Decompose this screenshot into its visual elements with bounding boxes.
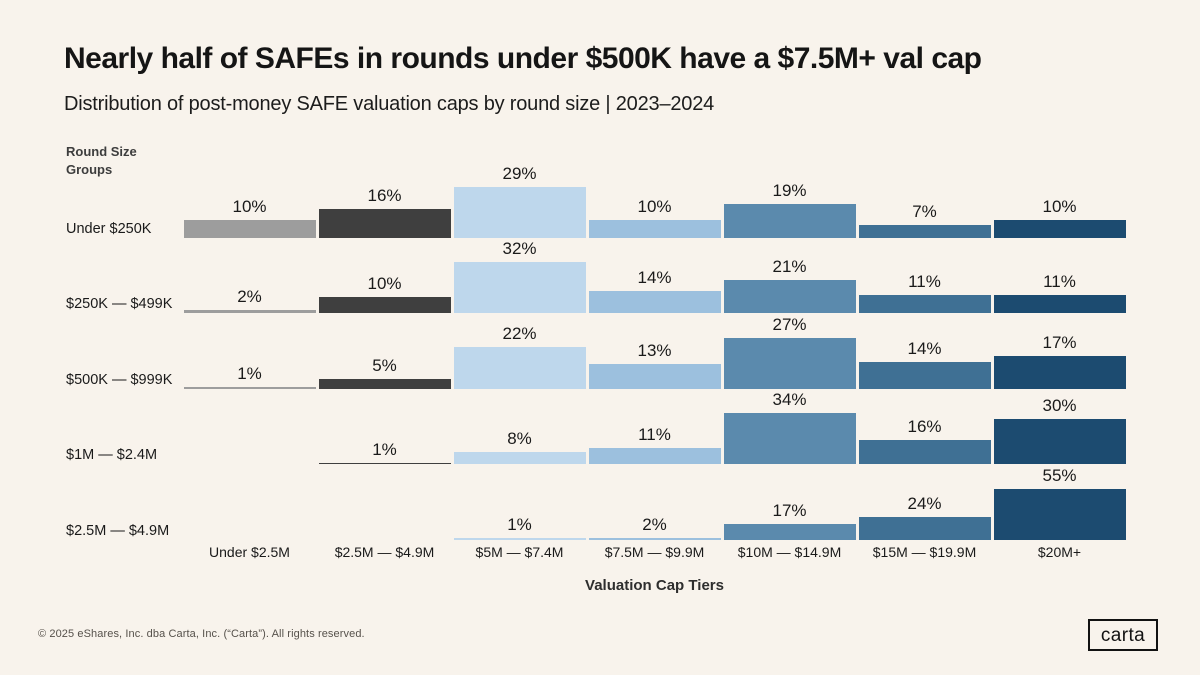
bar-value-label: 29% [502, 163, 537, 183]
bar [454, 538, 586, 540]
x-tick-label: $2.5M — $4.9M [334, 544, 435, 560]
bar-cell [452, 313, 587, 389]
bar [724, 338, 856, 389]
bar-value-label: 10% [367, 274, 402, 294]
bar-value-label: 7% [912, 202, 937, 222]
bar [589, 538, 721, 540]
row-label: $2.5M — $4.9M [66, 522, 170, 539]
bar-value-label: 30% [1042, 396, 1077, 415]
bar [454, 347, 586, 389]
bar-value-label: 19% [772, 181, 807, 201]
bar-cell [317, 389, 452, 465]
row-axis-label: Round Size Groups [66, 144, 137, 177]
bar-cell [182, 238, 317, 314]
bar-cell [182, 162, 317, 238]
bar-value-label: 10% [637, 196, 672, 216]
x-tick-label: $20M+ [1037, 544, 1082, 560]
bar-value-label: 17% [772, 500, 807, 520]
page-title: Nearly half of SAFEs in rounds under $500K have a $7.5M+ val cap [64, 42, 982, 75]
bar [319, 297, 451, 313]
bar-cell [587, 162, 722, 238]
bar [454, 452, 586, 464]
bar [859, 440, 991, 464]
bar-cell [452, 238, 587, 314]
bar [589, 220, 721, 238]
chart-row [66, 313, 1127, 389]
bar-cell [317, 313, 452, 389]
bar-value-label: 24% [907, 494, 942, 514]
bar-value-label: 27% [772, 314, 807, 334]
bar-cell [857, 389, 992, 465]
bar-cell [722, 162, 857, 238]
bar-value-label: 1% [507, 515, 532, 534]
bar-cell [587, 238, 722, 314]
bar-cell [992, 162, 1127, 238]
bar-cell [722, 464, 857, 540]
bar-cell [587, 313, 722, 389]
row-label: $250K — $499K [66, 296, 173, 312]
chart-row [66, 389, 1127, 465]
bar-value-label: 8% [507, 429, 532, 448]
bar-cell [317, 238, 452, 314]
x-tick-label: $10M — $14.9M [737, 544, 842, 560]
bar-value-label: 11% [908, 272, 941, 292]
bar-cell [857, 464, 992, 540]
bar [319, 379, 451, 388]
x-tick-label: $15M — $19.9M [872, 544, 977, 560]
bar [859, 517, 991, 539]
bar-value-label: 5% [372, 356, 397, 376]
bar-cell [722, 389, 857, 465]
bar [454, 262, 586, 313]
chart-rows [66, 162, 1127, 540]
bar [859, 362, 991, 388]
bar [184, 220, 316, 238]
chart-row [66, 238, 1127, 314]
bar-value-label: 1% [237, 363, 262, 383]
bar-value-label: 2% [237, 286, 262, 306]
bar-value-label: 14% [637, 267, 672, 287]
bar-cell [992, 238, 1127, 314]
bar-value-label: 16% [367, 186, 402, 206]
bar [724, 413, 856, 464]
row-label: $500K — $999K [66, 371, 173, 388]
bar-value-label: 34% [772, 390, 807, 409]
bar-value-label: 14% [907, 339, 942, 359]
bar-cell [182, 464, 317, 540]
bar-cell [857, 162, 992, 238]
bar-value-label: 17% [1042, 333, 1077, 353]
bar [319, 209, 451, 237]
bar-cell [182, 313, 317, 389]
bar [589, 291, 721, 313]
x-tick-label: $5M — $7.4M [475, 544, 564, 560]
bar-cell [587, 464, 722, 540]
chart-row [66, 162, 1127, 238]
x-tick-label: $7.5M — $9.9M [604, 544, 705, 560]
bar-cell [992, 389, 1127, 465]
carta-logo [1088, 619, 1158, 651]
copyright-text: © 2025 eShares, Inc. dba Carta, Inc. (“Carta”). All rights reserved. [38, 628, 365, 640]
chart-row [66, 464, 1127, 540]
row-label: Under $250K [66, 220, 152, 237]
bar-cell [317, 162, 452, 238]
carta-logo-text: carta [1100, 624, 1146, 646]
bar-cell [992, 313, 1127, 389]
bar [994, 489, 1126, 540]
bar-cell [722, 313, 857, 389]
bar-cell [722, 238, 857, 314]
bar [724, 524, 856, 540]
bar [589, 448, 721, 465]
bar [589, 364, 721, 389]
bar [994, 295, 1126, 313]
col-axis-label: Valuation Cap Tiers [585, 577, 724, 594]
bar-value-label: 21% [772, 256, 807, 276]
bar-cell [857, 313, 992, 389]
bar-value-label: 13% [637, 340, 672, 360]
bar-value-label: 10% [232, 196, 267, 216]
bar-value-label: 16% [907, 417, 942, 436]
x-tick-label: Under $2.5M [209, 544, 290, 560]
bar-cell [317, 464, 452, 540]
page-subtitle: Distribution of post-money SAFE valuation caps by round size | 2023–2024 [64, 93, 715, 115]
bar-value-label: 11% [1043, 272, 1076, 292]
bar-value-label: 55% [1042, 465, 1077, 485]
bar-cell [452, 389, 587, 465]
bar-value-label: 11% [638, 424, 671, 444]
x-axis-ticks [182, 544, 1127, 560]
bar-cell [182, 389, 317, 465]
row-label: $1M — $2.4M [66, 447, 158, 463]
bar-cell [452, 464, 587, 540]
bar [454, 187, 586, 238]
bar [994, 220, 1126, 238]
bar-value-label: 10% [1042, 196, 1077, 216]
bar [859, 295, 991, 313]
bar-value-label: 1% [372, 439, 397, 459]
bar-value-label: 22% [502, 323, 537, 343]
bar [859, 225, 991, 237]
bar-cell [587, 389, 722, 465]
bar [994, 419, 1126, 464]
bar [724, 204, 856, 237]
bar-value-label: 32% [502, 239, 537, 258]
bar-cell [452, 162, 587, 238]
bar-cell [857, 238, 992, 314]
bar-cell [992, 464, 1127, 540]
bar-value-label: 2% [642, 514, 667, 534]
bar [994, 356, 1126, 388]
bar [724, 280, 856, 313]
